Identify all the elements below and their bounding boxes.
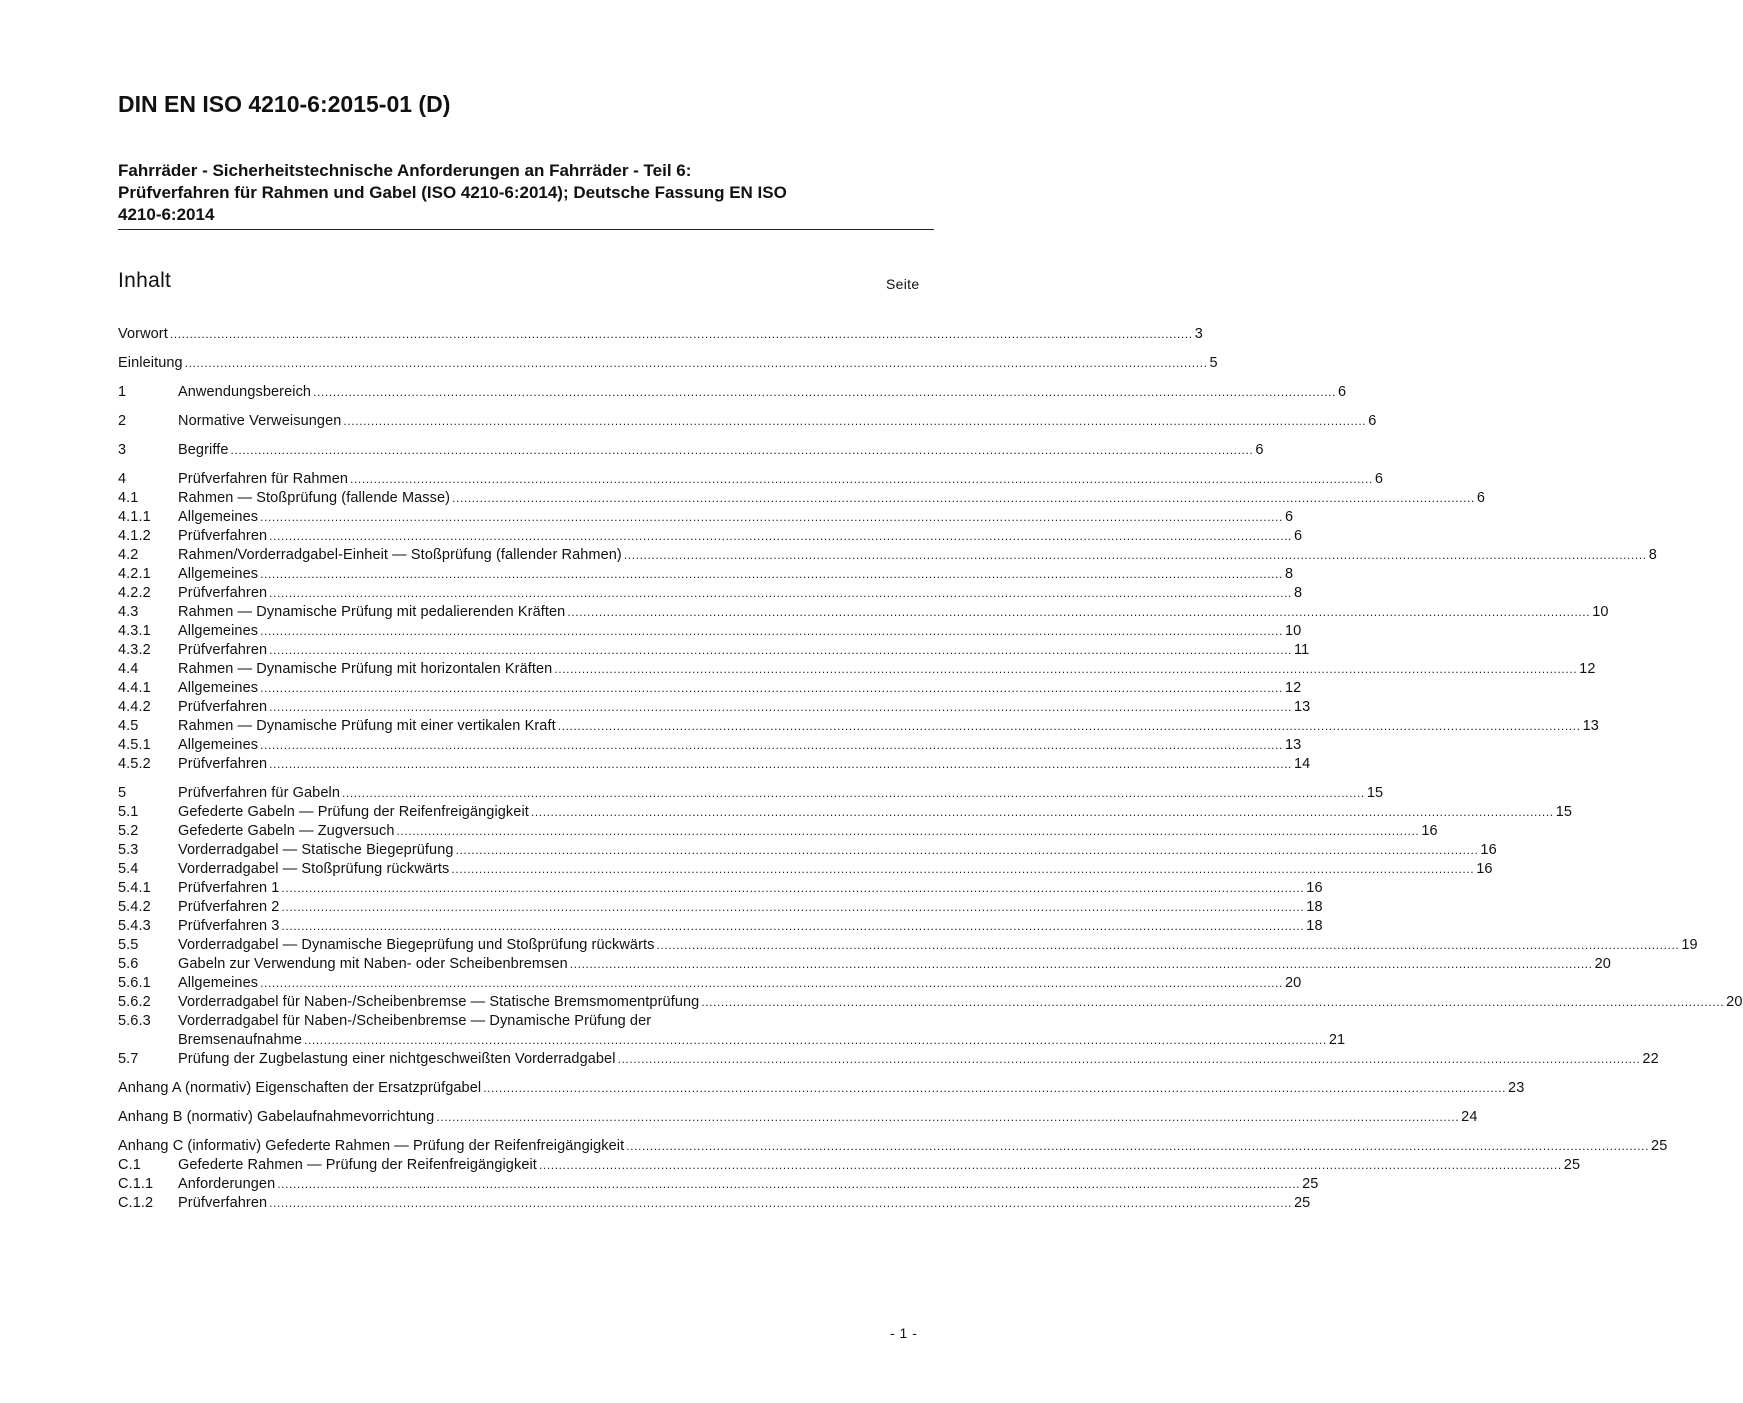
toc-leader-dots: ....................................................................................................................................................................................................................................................................	[230, 443, 1254, 457]
toc-entry-title: Vorderradgabel — Dynamische Biegeprüfung und Stoßprüfung rückwärts	[178, 937, 655, 953]
subtitle-line: Fahrräder - Sicherheitstechnische Anforderungen an Fahrräder - Teil 6:	[118, 161, 692, 180]
toc-leader-dots: ....................................................................................................................................................................................................................................................................	[269, 586, 1292, 600]
toc-entry-title: Allgemeines	[178, 623, 259, 639]
toc-entry[interactable]	[118, 1156, 1581, 1175]
toc-entry-title: Allgemeines	[178, 509, 259, 525]
toc-entry-page: 18	[1306, 899, 1323, 915]
toc-entry-number: 2	[118, 413, 127, 429]
toc-entry-page: 8	[1284, 566, 1294, 582]
toc-entry-title: Begriffe	[178, 442, 229, 458]
toc-entry-number: C.1	[118, 1157, 141, 1173]
toc-entry-page: 20	[1594, 956, 1611, 972]
toc-leader-dots: ....................................................................................................................................................................................................................................................................	[569, 957, 1593, 971]
toc-entry-page: 20	[1726, 994, 1743, 1010]
toc-leader-dots: ....................................................................................................................................................................................................................................................................	[656, 938, 1680, 952]
toc-entry[interactable]	[118, 1137, 1668, 1156]
toc-entry-number: 5.4.2	[118, 899, 151, 915]
toc-entry[interactable]	[118, 755, 1311, 774]
toc-entry[interactable]	[118, 354, 1218, 373]
toc-leader-dots: ....................................................................................................................................................................................................................................................................	[626, 1139, 1650, 1153]
toc-entry-title: Gefederte Gabeln — Zugversuch	[178, 823, 395, 839]
toc-leader-dots: ....................................................................................................................................................................................................................................................................	[260, 624, 1283, 638]
toc-leader-dots: ....................................................................................................................................................................................................................................................................	[343, 414, 1367, 428]
toc-entry-number: 4.1.2	[118, 528, 151, 544]
toc-entry[interactable]	[118, 974, 1302, 993]
toc-entry-number: 4.5.2	[118, 756, 151, 772]
toc-entry-page: 21	[1328, 1032, 1346, 1048]
toc-leader-dots: ....................................................................................................................................................................................................................................................................	[304, 1033, 1327, 1047]
toc-entry-number: 4.5.1	[118, 737, 151, 753]
toc-entry-page: 23	[1508, 1080, 1525, 1096]
toc-entry-title: Anhang C (informativ) Gefederte Rahmen — Prüfung der Reifenfreigängigkeit	[118, 1138, 625, 1154]
toc-entry-number: 4.2	[118, 547, 139, 563]
toc-entry[interactable]	[118, 1012, 932, 1031]
toc-leader-dots: ....................................................................................................................................................................................................................................................................	[557, 719, 1581, 733]
toc-entry-title: Rahmen — Dynamische Prüfung mit pedalierenden Kräften	[178, 604, 566, 620]
toc-entry-title: Rahmen — Dynamische Prüfung mit horizontalen Kräften	[178, 661, 553, 677]
toc-entry-page: 19	[1681, 937, 1698, 953]
toc-leader-dots: ....................................................................................................................................................................................................................................................................	[281, 900, 1305, 914]
toc-entry[interactable]	[118, 489, 1486, 508]
toc-entry[interactable]	[118, 860, 1493, 879]
toc-entry[interactable]	[118, 1031, 1346, 1050]
toc-entry-title: Prüfverfahren 3	[178, 918, 280, 934]
toc-entry-number: 4.2.1	[118, 566, 151, 582]
toc-leader-dots: ....................................................................................................................................................................................................................................................................	[260, 510, 1283, 524]
toc-entry[interactable]	[118, 822, 1438, 841]
toc-entry-title: Rahmen — Dynamische Prüfung mit einer vertikalen Kraft	[178, 718, 556, 734]
toc-entry[interactable]	[118, 660, 1596, 679]
toc-heading: Inhalt	[118, 269, 172, 292]
toc-entry-page: 6	[1374, 471, 1384, 487]
toc-entry-page: 13	[1284, 737, 1302, 753]
toc-leader-dots: ....................................................................................................................................................................................................................................................................	[451, 862, 1475, 876]
toc-entry[interactable]	[118, 441, 1264, 460]
toc-entry-page: 3	[1194, 326, 1203, 342]
toc-entry[interactable]	[118, 1175, 1319, 1194]
toc-entry-page: 12	[1579, 661, 1596, 677]
toc-entry-number: 5.4	[118, 861, 139, 877]
toc-leader-dots: ....................................................................................................................................................................................................................................................................	[277, 1177, 1301, 1191]
toc-entry-title: Bremsenaufnahme	[178, 1032, 303, 1048]
toc-entry-title: Prüfverfahren	[178, 699, 268, 715]
toc-entry-page: 16	[1480, 842, 1497, 858]
toc-leader-dots: ....................................................................................................................................................................................................................................................................	[169, 327, 1193, 341]
toc-entry-page: 18	[1306, 918, 1323, 934]
toc-entry-number: 4.3	[118, 604, 139, 620]
toc-entry-number: 5.6	[118, 956, 139, 972]
toc-entry-title: Allgemeines	[178, 737, 259, 753]
toc-entry[interactable]	[118, 841, 1497, 860]
toc-leader-dots: ....................................................................................................................................................................................................................................................................	[538, 1158, 1562, 1172]
toc-entry-title: Prüfverfahren für Rahmen	[178, 471, 349, 487]
toc-entry[interactable]	[118, 622, 1302, 641]
toc-page-label: Seite	[886, 276, 920, 292]
page-number: - 1 -	[890, 1325, 918, 1341]
toc-leader-dots: ....................................................................................................................................................................................................................................................................	[350, 472, 1373, 486]
toc-entry[interactable]	[118, 917, 1323, 936]
subtitle-line: 4210-6:2014	[118, 205, 215, 224]
document-title: DIN EN ISO 4210-6:2015-01 (D)	[118, 91, 451, 117]
toc-leader-dots: ....................................................................................................................................................................................................................................................................	[452, 491, 1475, 505]
toc-entry[interactable]	[118, 1108, 1478, 1127]
toc-entry-page: 5	[1209, 355, 1218, 371]
toc-leader-dots: ....................................................................................................................................................................................................................................................................	[436, 1110, 1460, 1124]
toc-entry-number: 4.1.1	[118, 509, 151, 525]
toc-entry-number: 4.4.2	[118, 699, 151, 715]
toc-entry[interactable]	[118, 879, 1323, 898]
toc-entry-number: C.1.1	[118, 1176, 154, 1192]
toc-entry-page: 16	[1306, 880, 1323, 896]
toc-entry-number: C.1.2	[118, 1195, 154, 1211]
toc-entry[interactable]	[118, 1050, 1659, 1069]
toc-entry-title: Prüfverfahren	[178, 756, 268, 772]
toc-entry-title: Vorderradgabel — Statische Biegeprüfung	[178, 842, 454, 858]
toc-leader-dots: ....................................................................................................................................................................................................................................................................	[396, 824, 1420, 838]
toc-entry-title: Gefederte Rahmen — Prüfung der Reifenfreigängigkeit	[178, 1157, 537, 1173]
toc-entry-title: Prüfung der Zugbelastung einer nichtgeschweißten Vorderradgabel	[178, 1051, 616, 1067]
toc-entry[interactable]	[118, 803, 1573, 822]
toc-entry[interactable]	[118, 527, 1303, 546]
toc-entry-page: 10	[1592, 604, 1609, 620]
toc-entry-title: Prüfverfahren	[178, 585, 268, 601]
toc-leader-dots: ....................................................................................................................................................................................................................................................................	[260, 681, 1283, 695]
toc-entry-number: 4.4.1	[118, 680, 151, 696]
toc-leader-dots: ....................................................................................................................................................................................................................................................................	[269, 1196, 1292, 1210]
toc-entry-title: Gefederte Gabeln — Prüfung der Reifenfreigängigkeit	[178, 804, 529, 820]
toc-entry-number: 5.4.1	[118, 880, 151, 896]
toc-entry-title: Einleitung	[118, 355, 183, 371]
toc-entry[interactable]	[118, 325, 1203, 344]
toc-leader-dots: ....................................................................................................................................................................................................................................................................	[269, 757, 1292, 771]
toc-entry-page: 16	[1421, 823, 1438, 839]
toc-entry-page: 13	[1294, 699, 1311, 715]
toc-entry-title: Anhang B (normativ) Gabelaufnahmevorrichtung	[118, 1109, 435, 1125]
toc-entry-title: Prüfverfahren 1	[178, 880, 280, 896]
toc-entry-number: 5.6.2	[118, 994, 151, 1010]
toc-entry-page: 6	[1368, 413, 1377, 429]
toc-entry-number: 4.5	[118, 718, 139, 734]
toc-entry-title: Anforderungen	[178, 1176, 276, 1192]
toc-entry[interactable]	[118, 955, 1611, 974]
toc-entry[interactable]	[118, 784, 1384, 803]
toc-entry-title: Prüfverfahren für Gabeln	[178, 785, 340, 801]
toc-leader-dots: ....................................................................................................................................................................................................................................................................	[269, 643, 1292, 657]
toc-entry-number: 5.6.1	[118, 975, 151, 991]
toc-entry-page: 25	[1563, 1157, 1581, 1173]
toc-entry-number: 4.3.1	[118, 623, 151, 639]
toc-leader-dots: ....................................................................................................................................................................................................................................................................	[554, 662, 1578, 676]
toc-entry-page: 6	[1294, 528, 1303, 544]
toc-entry[interactable]	[118, 1194, 1311, 1213]
toc-leader-dots: ....................................................................................................................................................................................................................................................................	[184, 356, 1208, 370]
toc-entry-number: 5.4.3	[118, 918, 151, 934]
toc-entry-number: 4.1	[118, 490, 139, 506]
toc-entry-number: 5.1	[118, 804, 139, 820]
toc-entry-page: 6	[1284, 509, 1294, 525]
toc-entry-number: 5.6.3	[118, 1013, 151, 1029]
toc-entry-page: 6	[1476, 490, 1486, 506]
toc-entry[interactable]	[118, 412, 1377, 431]
toc-entry-page: 20	[1284, 975, 1302, 991]
toc-entry[interactable]	[118, 641, 1310, 660]
title-divider	[118, 229, 934, 230]
toc-leader-dots: ....................................................................................................................................................................................................................................................................	[701, 995, 1725, 1009]
toc-entry-title: Vorderradgabel für Naben-/Scheibenbremse — Statische Bremsmomentprüfung	[178, 994, 700, 1010]
toc-entry-page: 15	[1555, 804, 1573, 820]
toc-leader-dots: ....................................................................................................................................................................................................................................................................	[281, 881, 1305, 895]
toc-entry-number: 5	[118, 785, 127, 801]
toc-entry-page: 14	[1294, 756, 1311, 772]
toc-leader-dots: ....................................................................................................................................................................................................................................................................	[260, 738, 1283, 752]
toc-entry[interactable]	[118, 470, 1384, 489]
toc-entry-title: Prüfverfahren	[178, 642, 268, 658]
toc-entry-number: 5.7	[118, 1051, 139, 1067]
toc-leader-dots: ....................................................................................................................................................................................................................................................................	[260, 976, 1283, 990]
toc-entry[interactable]	[118, 736, 1302, 755]
toc-entry-page: 10	[1284, 623, 1302, 639]
toc-leader-dots: ....................................................................................................................................................................................................................................................................	[530, 805, 1554, 819]
toc-entry-number: 5.3	[118, 842, 139, 858]
toc-leader-dots: ....................................................................................................................................................................................................................................................................	[269, 700, 1292, 714]
toc-leader-dots: ....................................................................................................................................................................................................................................................................	[269, 529, 1292, 543]
toc-entry-page: 22	[1642, 1051, 1659, 1067]
toc-entry-title: Rahmen/Vorderradgabel-Einheit — Stoßprüfung (fallender Rahmen)	[178, 547, 622, 563]
toc-entry-page: 15	[1366, 785, 1384, 801]
toc-entry-title: Allgemeines	[178, 566, 259, 582]
toc-leader-dots: ....................................................................................................................................................................................................................................................................	[623, 548, 1647, 562]
toc-entry-page: 8	[1294, 585, 1303, 601]
toc-entry-number: 4	[118, 471, 127, 487]
toc-entry-page: 6	[1255, 442, 1264, 458]
toc-entry[interactable]	[118, 1079, 1525, 1098]
toc-entry-page: 25	[1651, 1138, 1668, 1154]
toc-entry-page: 24	[1461, 1109, 1478, 1125]
toc-leader-dots: ....................................................................................................................................................................................................................................................................	[455, 843, 1479, 857]
toc-leader-dots: ....................................................................................................................................................................................................................................................................	[313, 385, 1336, 399]
toc-leader-dots: ....................................................................................................................................................................................................................................................................	[483, 1081, 1507, 1095]
toc-entry[interactable]	[118, 584, 1303, 603]
toc-entry-title: Vorwort	[118, 326, 168, 342]
toc-entry-title: Prüfverfahren 2	[178, 899, 280, 915]
toc-leader-dots: ....................................................................................................................................................................................................................................................................	[281, 919, 1305, 933]
toc-entry-number: 3	[118, 442, 127, 458]
toc-entry-page: 8	[1648, 547, 1657, 563]
toc-entry-number: 4.3.2	[118, 642, 151, 658]
toc-entry-title: Prüfverfahren	[178, 1195, 268, 1211]
toc-entry[interactable]	[118, 565, 1294, 584]
toc-entry[interactable]	[118, 698, 1311, 717]
toc-entry-number: 5.2	[118, 823, 139, 839]
toc-entry[interactable]	[118, 603, 1609, 622]
toc-entry-title: Allgemeines	[178, 680, 259, 696]
subtitle-line: Prüfverfahren für Rahmen und Gabel (ISO 4210-6:2014); Deutsche Fassung EN ISO	[118, 183, 787, 202]
toc-entry-title: Normative Verweisungen	[178, 413, 342, 429]
toc-entry-page: 6	[1337, 384, 1347, 400]
toc-entry[interactable]	[118, 717, 1599, 736]
table-of-contents	[118, 325, 1743, 1213]
toc-entry-title: Anhang A (normativ) Eigenschaften der Ersatzprüfgabel	[118, 1080, 482, 1096]
toc-leader-dots: ....................................................................................................................................................................................................................................................................	[567, 605, 1591, 619]
toc-entry-page: 12	[1284, 680, 1302, 696]
toc-entry-title: Vorderradgabel für Naben-/Scheibenbremse — Dynamische Prüfung der	[178, 1013, 652, 1029]
toc-entry[interactable]	[118, 546, 1657, 565]
toc-entry-number: 1	[118, 384, 127, 400]
toc-entry-page: 13	[1582, 718, 1599, 734]
toc-entry[interactable]	[118, 898, 1323, 917]
toc-leader-dots: ....................................................................................................................................................................................................................................................................	[342, 786, 1365, 800]
toc-entry-number: 5.5	[118, 937, 139, 953]
toc-entry-title: Vorderradgabel — Stoßprüfung rückwärts	[178, 861, 450, 877]
toc-entry-title: Prüfverfahren	[178, 528, 268, 544]
toc-entry-title: Anwendungsbereich	[178, 384, 312, 400]
toc-leader-dots: ....................................................................................................................................................................................................................................................................	[260, 567, 1283, 581]
toc-entry[interactable]	[118, 679, 1302, 698]
document-subtitle	[118, 160, 934, 226]
toc-entry-page: 11	[1294, 642, 1310, 658]
toc-entry[interactable]	[118, 936, 1698, 955]
toc-entry[interactable]	[118, 383, 1347, 402]
toc-entry-number: 4.2.2	[118, 585, 151, 601]
toc-entry-page: 25	[1302, 1176, 1319, 1192]
toc-entry-page: 16	[1476, 861, 1493, 877]
toc-entry-number: 4.4	[118, 661, 139, 677]
toc-entry-title: Rahmen — Stoßprüfung (fallende Masse)	[178, 490, 451, 506]
toc-entry-title: Allgemeines	[178, 975, 259, 991]
toc-entry-title: Gabeln zur Verwendung mit Naben- oder Scheibenbremsen	[178, 956, 568, 972]
toc-entry[interactable]	[118, 508, 1294, 527]
toc-entry-page: 25	[1294, 1195, 1311, 1211]
toc-leader-dots: ....................................................................................................................................................................................................................................................................	[617, 1052, 1641, 1066]
toc-entry[interactable]	[118, 993, 1743, 1012]
